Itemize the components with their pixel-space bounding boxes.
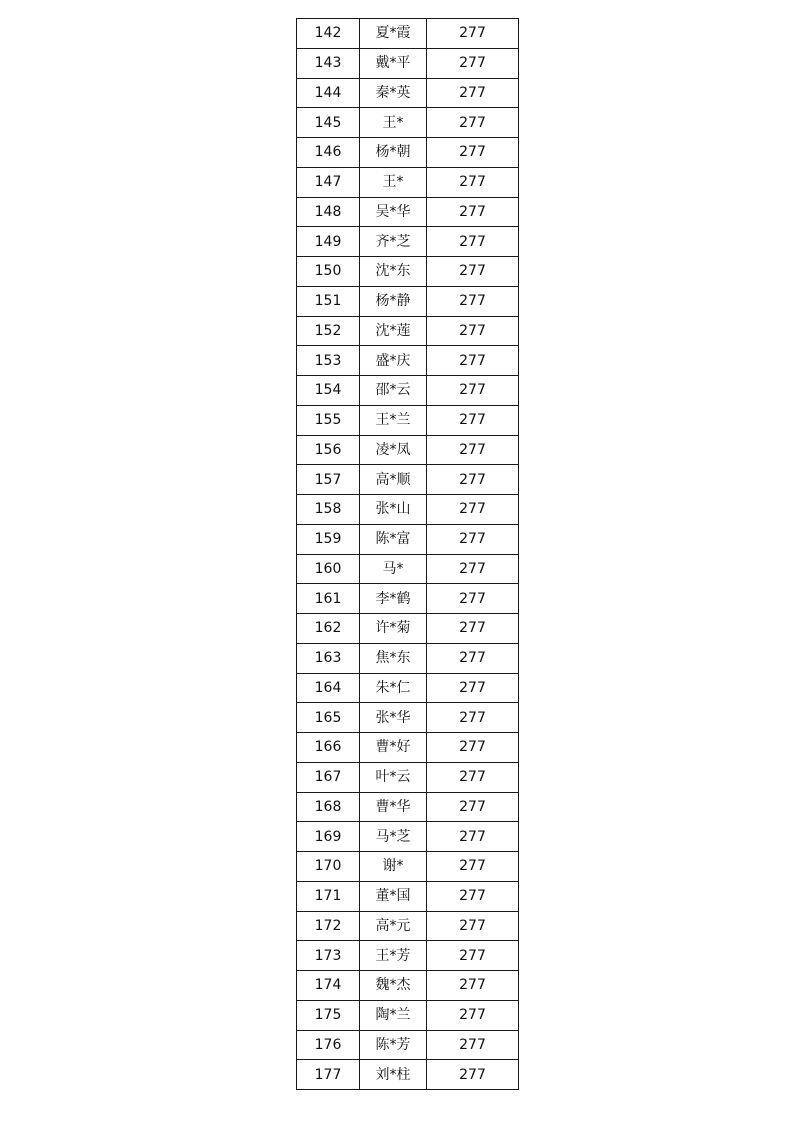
table-row [297, 971, 519, 1001]
table-row [297, 881, 519, 911]
name-cell: 吴*华 [360, 197, 427, 227]
name-cell: 陈*芳 [360, 1030, 427, 1060]
table-row [297, 138, 519, 168]
table-row [297, 584, 519, 614]
row-number-cell: 145 [297, 108, 360, 138]
row-number-cell: 162 [297, 614, 360, 644]
value-cell: 277 [427, 881, 519, 911]
row-number-cell: 142 [297, 19, 360, 49]
name-cell: 曹*好 [360, 733, 427, 763]
row-number-cell: 168 [297, 792, 360, 822]
value-cell: 277 [427, 465, 519, 495]
name-cell: 王*兰 [360, 405, 427, 435]
name-cell: 杨*朝 [360, 138, 427, 168]
value-cell: 277 [427, 852, 519, 882]
roster-table-body [297, 19, 519, 1090]
value-cell: 277 [427, 643, 519, 673]
table-row [297, 673, 519, 703]
value-cell: 277 [427, 435, 519, 465]
name-cell: 邵*云 [360, 376, 427, 406]
table-row [297, 495, 519, 525]
row-number-cell: 161 [297, 584, 360, 614]
row-number-cell: 167 [297, 762, 360, 792]
table-row [297, 227, 519, 257]
name-cell: 夏*霞 [360, 19, 427, 49]
table-row [297, 524, 519, 554]
name-cell: 朱*仁 [360, 673, 427, 703]
value-cell: 277 [427, 167, 519, 197]
table-row [297, 108, 519, 138]
name-cell: 王* [360, 167, 427, 197]
table-row [297, 465, 519, 495]
table-row [297, 376, 519, 406]
value-cell: 277 [427, 346, 519, 376]
table-row [297, 48, 519, 78]
value-cell: 277 [427, 673, 519, 703]
name-cell: 焦*东 [360, 643, 427, 673]
table-row [297, 286, 519, 316]
name-cell: 高*顺 [360, 465, 427, 495]
table-row [297, 911, 519, 941]
table-row [297, 167, 519, 197]
value-cell: 277 [427, 1000, 519, 1030]
value-cell: 277 [427, 19, 519, 49]
name-cell: 戴*平 [360, 48, 427, 78]
table-row [297, 822, 519, 852]
row-number-cell: 144 [297, 78, 360, 108]
value-cell: 277 [427, 911, 519, 941]
value-cell: 277 [427, 138, 519, 168]
value-cell: 277 [427, 197, 519, 227]
name-cell: 沈*莲 [360, 316, 427, 346]
name-cell: 董*国 [360, 881, 427, 911]
table-row [297, 78, 519, 108]
name-cell: 曹*华 [360, 792, 427, 822]
row-number-cell: 177 [297, 1060, 360, 1090]
value-cell: 277 [427, 257, 519, 287]
value-cell: 277 [427, 554, 519, 584]
row-number-cell: 166 [297, 733, 360, 763]
table-row [297, 257, 519, 287]
row-number-cell: 165 [297, 703, 360, 733]
row-number-cell: 150 [297, 257, 360, 287]
table-row [297, 19, 519, 49]
row-number-cell: 158 [297, 495, 360, 525]
name-cell: 王*芳 [360, 941, 427, 971]
value-cell: 277 [427, 495, 519, 525]
value-cell: 277 [427, 376, 519, 406]
value-cell: 277 [427, 227, 519, 257]
value-cell: 277 [427, 48, 519, 78]
row-number-cell: 175 [297, 1000, 360, 1030]
row-number-cell: 149 [297, 227, 360, 257]
name-cell: 马* [360, 554, 427, 584]
row-number-cell: 173 [297, 941, 360, 971]
name-cell: 陈*富 [360, 524, 427, 554]
value-cell: 277 [427, 941, 519, 971]
value-cell: 277 [427, 971, 519, 1001]
row-number-cell: 171 [297, 881, 360, 911]
value-cell: 277 [427, 792, 519, 822]
name-cell: 盛*庆 [360, 346, 427, 376]
value-cell: 277 [427, 703, 519, 733]
name-cell: 齐*芝 [360, 227, 427, 257]
name-cell: 王* [360, 108, 427, 138]
table-row [297, 733, 519, 763]
value-cell: 277 [427, 733, 519, 763]
table-row [297, 1000, 519, 1030]
row-number-cell: 156 [297, 435, 360, 465]
value-cell: 277 [427, 78, 519, 108]
name-cell: 陶*兰 [360, 1000, 427, 1030]
table-row [297, 197, 519, 227]
row-number-cell: 153 [297, 346, 360, 376]
row-number-cell: 152 [297, 316, 360, 346]
table-row [297, 852, 519, 882]
name-cell: 魏*杰 [360, 971, 427, 1001]
row-number-cell: 147 [297, 167, 360, 197]
value-cell: 277 [427, 405, 519, 435]
row-number-cell: 148 [297, 197, 360, 227]
value-cell: 277 [427, 822, 519, 852]
roster-table [296, 18, 519, 1090]
row-number-cell: 176 [297, 1030, 360, 1060]
row-number-cell: 160 [297, 554, 360, 584]
value-cell: 277 [427, 1060, 519, 1090]
row-number-cell: 155 [297, 405, 360, 435]
row-number-cell: 172 [297, 911, 360, 941]
table-row [297, 1030, 519, 1060]
value-cell: 277 [427, 1030, 519, 1060]
table-row [297, 435, 519, 465]
table-row [297, 554, 519, 584]
table-row [297, 643, 519, 673]
table-row [297, 941, 519, 971]
name-cell: 刘*柱 [360, 1060, 427, 1090]
table-row [297, 1060, 519, 1090]
name-cell: 秦*英 [360, 78, 427, 108]
name-cell: 马*芝 [360, 822, 427, 852]
value-cell: 277 [427, 584, 519, 614]
name-cell: 谢* [360, 852, 427, 882]
table-row [297, 792, 519, 822]
name-cell: 李*鹤 [360, 584, 427, 614]
row-number-cell: 146 [297, 138, 360, 168]
row-number-cell: 174 [297, 971, 360, 1001]
row-number-cell: 154 [297, 376, 360, 406]
value-cell: 277 [427, 524, 519, 554]
row-number-cell: 169 [297, 822, 360, 852]
name-cell: 高*元 [360, 911, 427, 941]
table-row [297, 614, 519, 644]
value-cell: 277 [427, 316, 519, 346]
row-number-cell: 143 [297, 48, 360, 78]
name-cell: 凌*凤 [360, 435, 427, 465]
value-cell: 277 [427, 108, 519, 138]
name-cell: 叶*云 [360, 762, 427, 792]
table-row [297, 405, 519, 435]
row-number-cell: 151 [297, 286, 360, 316]
name-cell: 张*山 [360, 495, 427, 525]
row-number-cell: 164 [297, 673, 360, 703]
table-row [297, 316, 519, 346]
value-cell: 277 [427, 614, 519, 644]
name-cell: 杨*静 [360, 286, 427, 316]
row-number-cell: 163 [297, 643, 360, 673]
table-row [297, 346, 519, 376]
row-number-cell: 159 [297, 524, 360, 554]
name-cell: 许*菊 [360, 614, 427, 644]
name-cell: 沈*东 [360, 257, 427, 287]
row-number-cell: 157 [297, 465, 360, 495]
table-row [297, 762, 519, 792]
row-number-cell: 170 [297, 852, 360, 882]
value-cell: 277 [427, 286, 519, 316]
name-cell: 张*华 [360, 703, 427, 733]
table-row [297, 703, 519, 733]
value-cell: 277 [427, 762, 519, 792]
